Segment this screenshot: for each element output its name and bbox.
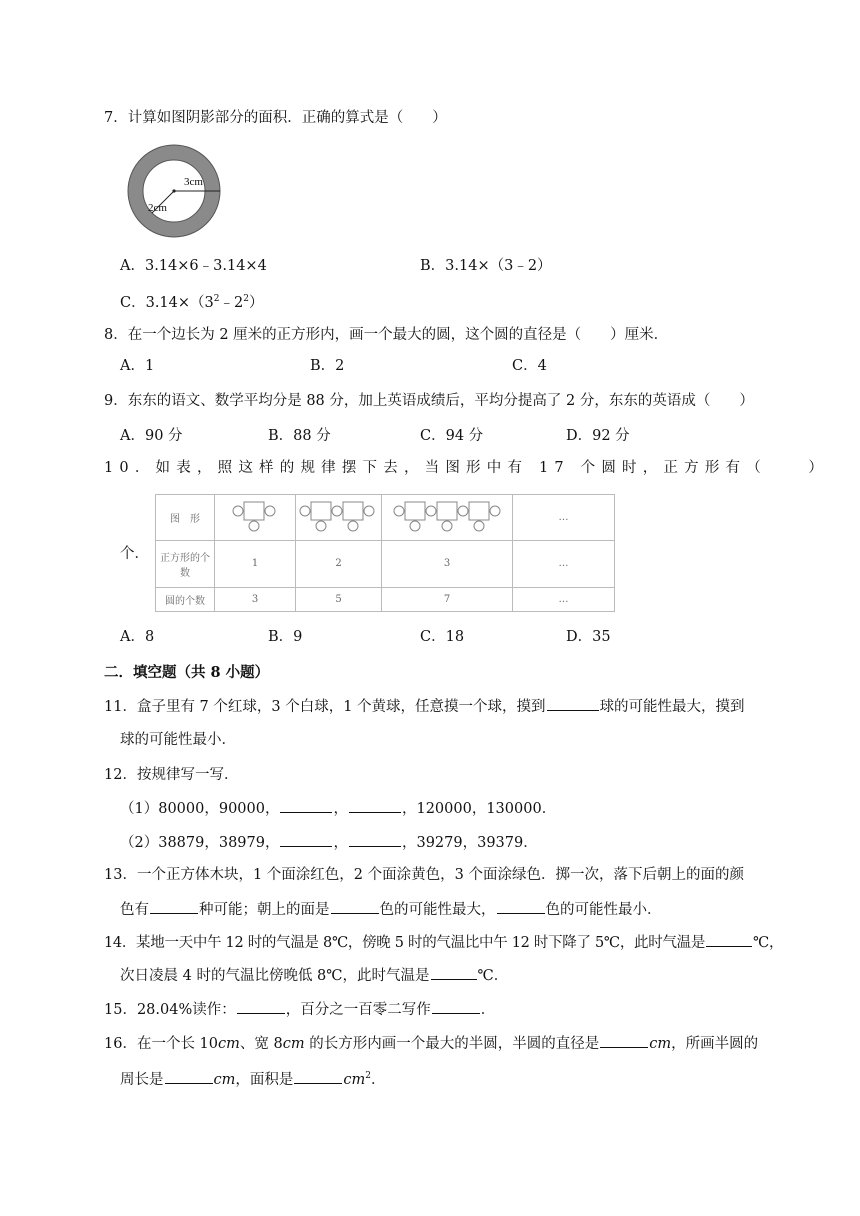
squares-count-1: 1 bbox=[215, 541, 296, 588]
q16-exp: 2 bbox=[365, 1071, 371, 1081]
q10-option-d[interactable]: D．35 bbox=[566, 629, 611, 645]
q16-blank-2[interactable] bbox=[165, 1069, 213, 1084]
q16-text-b: 、宽 8 bbox=[239, 1036, 283, 1052]
pattern-figure-1-svg bbox=[220, 496, 290, 536]
q15-blank-1[interactable] bbox=[237, 999, 285, 1014]
q16-line2 bbox=[120, 1066, 385, 1090]
q16-text-a: 16．在一个长 10 bbox=[104, 1036, 219, 1052]
q7-option-c-prefix: C．3.14×（3 bbox=[120, 295, 214, 311]
q10-stem: 10．如表，照这样的规律摆下去，当图形中有 17 个圆时，正方形有（ ） bbox=[104, 460, 830, 476]
q7-option-c-exp1: 2 bbox=[213, 294, 220, 304]
q15-text-a: 15．28.04%读作： bbox=[104, 1002, 236, 1018]
q14-line2 bbox=[120, 965, 508, 986]
pattern-figure-more: … bbox=[513, 495, 615, 541]
q7-annulus-figure bbox=[126, 143, 222, 239]
q10-option-b[interactable]: B．9 bbox=[268, 629, 303, 645]
q9-option-d[interactable]: D．92 分 bbox=[566, 428, 630, 444]
squares-count-2: 2 bbox=[296, 541, 382, 588]
pattern-figure-2 bbox=[296, 495, 382, 541]
q16-unit-2: cm bbox=[282, 1036, 305, 1052]
q14-line1 bbox=[104, 932, 783, 953]
q7-option-a[interactable]: A．3.14×6﹣3.14×4 bbox=[120, 258, 267, 274]
q14-text-a: 14．某地一天中午 12 时的气温是 8℃，傍晚 5 时的气温比中午 12 时下降了 5℃，此时气温是 bbox=[104, 935, 706, 951]
q16-text-f: ，面积是 bbox=[235, 1072, 294, 1088]
q16-text-c: 的长方形内画一个最大的半圆，半圆的直径是 bbox=[304, 1036, 600, 1052]
q15-text-c: ． bbox=[480, 1002, 496, 1018]
q16-text-d: ，所画半圆的 bbox=[671, 1036, 759, 1052]
q9-option-b[interactable]: B．88 分 bbox=[268, 428, 331, 444]
q12-part1 bbox=[120, 798, 556, 819]
q13-text-b: 种可能；朝上的面是 bbox=[199, 902, 330, 918]
circles-count-2: 5 bbox=[296, 587, 382, 611]
pattern-figure-1 bbox=[215, 495, 296, 541]
pattern-figure-3-svg bbox=[391, 496, 503, 536]
q11-blank-1[interactable] bbox=[547, 696, 599, 711]
q7-stem: 7．计算如图阴影部分的面积．正确的算式是（ ） bbox=[104, 110, 447, 126]
table-row-label-figure: 图 形 bbox=[156, 495, 215, 541]
q7-option-b[interactable]: B．3.14×（3﹣2） bbox=[420, 258, 552, 274]
q12-p1-blank-1[interactable] bbox=[280, 798, 332, 813]
q12-p2-text-b: ，39279，39379． bbox=[401, 835, 538, 851]
q16-unit-3: cm bbox=[649, 1036, 672, 1052]
q13-line2 bbox=[120, 899, 662, 920]
table-row-label-squares: 正方形的个数 bbox=[156, 541, 215, 588]
q13-text-c: 色的可能性最大， bbox=[379, 902, 496, 918]
q9-stem: 9．东东的语文、数学平均分是 88 分，加上英语成绩后，平均分提高了 2 分，东东的英语成（ ） bbox=[104, 393, 754, 409]
q13-blank-3[interactable] bbox=[497, 899, 545, 914]
q7-inner-radius-label: 2cm bbox=[148, 202, 167, 214]
q13-blank-2[interactable] bbox=[331, 899, 379, 914]
table-row-label-circles: 圆的个数 bbox=[156, 587, 215, 611]
q16-unit-5: cm bbox=[343, 1072, 366, 1088]
q11-line1 bbox=[104, 696, 745, 717]
q12-p2-blank-1[interactable] bbox=[280, 832, 332, 847]
q12-p1-blank-2[interactable] bbox=[349, 798, 401, 813]
q15-line bbox=[104, 999, 495, 1020]
circles-count-1: 3 bbox=[215, 587, 296, 611]
q10-option-a[interactable]: A．8 bbox=[120, 629, 155, 645]
q13-text-d: 色的可能性最小． bbox=[545, 902, 662, 918]
pattern-figure-2-svg bbox=[297, 496, 381, 536]
q16-blank-3[interactable] bbox=[294, 1069, 342, 1084]
q12-p2-text-a: （2）38879，38979， bbox=[120, 835, 280, 851]
q8-option-a[interactable]: A．1 bbox=[120, 358, 155, 374]
q12-p1-text-b: ，120000，130000． bbox=[401, 801, 557, 817]
q12-p1-sep: ， bbox=[333, 801, 348, 817]
q12-p2-sep: ， bbox=[333, 835, 348, 851]
pattern-figure-3 bbox=[382, 495, 513, 541]
q16-text-e: 周长是 bbox=[120, 1072, 164, 1088]
q13-text-a: 色有 bbox=[120, 902, 149, 918]
q9-option-c[interactable]: C．94 分 bbox=[420, 428, 484, 444]
squares-count-more: … bbox=[513, 541, 615, 588]
q7-outer-radius-label: 3cm bbox=[184, 176, 203, 188]
q13-blank-1[interactable] bbox=[150, 899, 198, 914]
q14-blank-1[interactable] bbox=[706, 932, 752, 947]
q10-option-c[interactable]: C．18 bbox=[420, 629, 465, 645]
q10-pattern-table bbox=[155, 494, 615, 612]
circles-count-3: 7 bbox=[382, 587, 513, 611]
q15-blank-2[interactable] bbox=[432, 999, 480, 1014]
section-2-title: 二．填空题（共 8 小题） bbox=[104, 664, 270, 681]
squares-count-3: 3 bbox=[382, 541, 513, 588]
q12-part2 bbox=[120, 832, 538, 853]
q12-stem: 12．按规律写一写． bbox=[104, 767, 239, 783]
q16-unit-1: cm bbox=[218, 1036, 240, 1052]
q16-end: ． bbox=[370, 1072, 386, 1088]
q7-option-c-exp2: 2 bbox=[243, 294, 249, 304]
q16-line1 bbox=[104, 1033, 758, 1054]
q14-text-c: 次日凌晨 4 时的气温比傍晚低 8℃，此时气温是 bbox=[120, 968, 430, 984]
q11-text-b: 球的可能性最大，摸到 bbox=[599, 699, 745, 715]
q8-option-c[interactable]: C．4 bbox=[512, 358, 547, 374]
q7-option-c-suffix: ） bbox=[248, 295, 264, 311]
q14-text-b: ℃， bbox=[753, 935, 784, 951]
q13-line1: 13．一个正方体木块，1 个面涂红色，2 个面涂黄色，3 个面涂绿色．掷一次，落下后朝上的面的颜 bbox=[104, 867, 744, 883]
q8-stem: 8．在一个边长为 2 厘米的正方形内，画一个最大的圆，这个圆的直径是（ ）厘米． bbox=[104, 327, 669, 343]
q9-option-a[interactable]: A．90 分 bbox=[120, 428, 183, 444]
q8-option-b[interactable]: B．2 bbox=[310, 358, 345, 374]
q16-blank-1[interactable] bbox=[600, 1033, 648, 1048]
q15-text-b: ，百分之一百零二写作 bbox=[285, 1002, 431, 1018]
q11-text-a: 11．盒子里有 7 个红球，3 个白球，1 个黄球，任意摸一个球，摸到 bbox=[104, 699, 546, 715]
q11-line2: 球的可能性最小． bbox=[120, 732, 236, 748]
q10-tail: 个． bbox=[120, 546, 149, 562]
q14-blank-2[interactable] bbox=[431, 965, 477, 980]
circles-count-more: … bbox=[513, 587, 615, 611]
q7-option-c[interactable] bbox=[120, 289, 263, 313]
q12-p1-text-a: （1）80000，90000， bbox=[120, 801, 280, 817]
q7-option-c-mid: ﹣2 bbox=[219, 295, 244, 311]
q14-text-d: ℃． bbox=[477, 968, 509, 984]
q16-unit-4: cm bbox=[213, 1072, 236, 1088]
q12-p2-blank-2[interactable] bbox=[349, 832, 401, 847]
